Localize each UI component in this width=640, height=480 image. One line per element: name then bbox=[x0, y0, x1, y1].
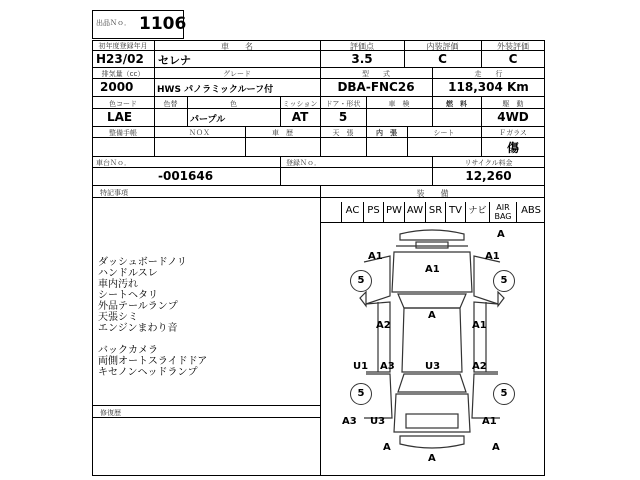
mark-rear-bumper-left: A bbox=[383, 442, 391, 453]
tire-rear-left: 5 bbox=[350, 383, 372, 405]
mark-left-rocker: U1 bbox=[353, 361, 369, 372]
exterior-grade-value: C bbox=[508, 52, 518, 66]
equip-abs: ABS bbox=[516, 202, 545, 222]
first-registration-label: 初年度登録年月 bbox=[98, 42, 148, 50]
mark-rear-bumper-right: A bbox=[492, 442, 500, 453]
note-line: バックカメラ bbox=[98, 345, 158, 356]
mission-value: AT bbox=[291, 110, 309, 124]
tire-front-right: 5 bbox=[493, 270, 515, 292]
tire-rear-right: 5 bbox=[493, 383, 515, 405]
color-change-label: 色替 bbox=[163, 100, 178, 108]
color-value: パープル bbox=[190, 115, 226, 125]
interior-grade-label: 内装評価 bbox=[426, 42, 459, 51]
mark-front-right-fender: A1 bbox=[485, 251, 500, 262]
maintenance-book-label: 整備手帳 bbox=[109, 129, 137, 137]
doors-label: ドア・形状 bbox=[325, 100, 361, 108]
lot-number-label: 出品Ｎｏ． bbox=[96, 19, 131, 27]
lot-number-value: 1106 bbox=[139, 14, 187, 34]
score-value: 3.5 bbox=[351, 52, 373, 66]
fuel-label: 燃 料 bbox=[446, 100, 467, 108]
car-damage-diagram bbox=[320, 222, 545, 476]
equip-pw: PW bbox=[383, 202, 404, 222]
mission-label: ミッション bbox=[282, 100, 318, 108]
drive-label: 駆 動 bbox=[502, 100, 524, 108]
mark-rear-bumper-center: A bbox=[428, 453, 436, 464]
grade-value: HWS パノラミックルーフ付 bbox=[157, 85, 274, 95]
note-line: キセノンヘッドランプ bbox=[98, 367, 198, 378]
nox-label: ＮＯＸ bbox=[189, 129, 210, 137]
mark-front-left-fender: A1 bbox=[368, 251, 383, 262]
equipment-label: 装 備 bbox=[416, 189, 449, 198]
recycle-fee-label: リサイクル料金 bbox=[464, 159, 513, 167]
tire-front-left: 5 bbox=[350, 270, 372, 292]
drive-value: 4WD bbox=[497, 110, 529, 124]
note-line: 車内汚れ bbox=[98, 279, 138, 290]
car-name-label: 車 名 bbox=[221, 42, 253, 51]
mark-right-rear-door: A2 bbox=[472, 361, 487, 372]
mark-left-rear-door: A3 bbox=[380, 361, 395, 372]
mark-left-door: A2 bbox=[376, 320, 391, 331]
equip-sr: SR bbox=[425, 202, 445, 222]
interior-trim-label: 内 張 bbox=[376, 129, 397, 137]
note-line: 天張シミ bbox=[98, 312, 138, 323]
equip-navi: ナビ bbox=[465, 202, 489, 222]
chassis-number-label: 車台Ｎｏ． bbox=[96, 159, 131, 167]
model-value: DBA-FNC26 bbox=[337, 80, 415, 94]
note-line: ダッシュボードノリ bbox=[98, 257, 187, 268]
equip-ps: PS bbox=[363, 202, 383, 222]
recycle-fee-value: 12,260 bbox=[465, 169, 512, 183]
mark-hood: A1 bbox=[425, 264, 440, 275]
equip-airbag bbox=[489, 202, 516, 222]
note-line: シートヘタリ bbox=[98, 290, 158, 301]
front-glass-value: 傷 bbox=[506, 141, 519, 155]
mileage-label: 走 行 bbox=[474, 70, 503, 78]
score-label: 評価点 bbox=[350, 42, 374, 51]
note-line: エンジンまわり音 bbox=[98, 323, 178, 334]
car-name-value: セレナ bbox=[158, 54, 191, 67]
color-code-value: LAE bbox=[107, 110, 133, 124]
equip-tv: TV bbox=[445, 202, 465, 222]
first-registration-value: H23/02 bbox=[96, 52, 144, 66]
equip-ac: AC bbox=[341, 202, 363, 222]
mark-left-rear-quarter: A3 bbox=[342, 416, 357, 427]
chassis-number-value: -001646 bbox=[158, 169, 214, 183]
doors-value: 5 bbox=[338, 110, 348, 124]
front-glass-label: Ｆガラス bbox=[499, 129, 527, 137]
notes-list bbox=[98, 257, 207, 378]
displacement-label: 排気量（cc） bbox=[101, 70, 145, 78]
color-label: 色 bbox=[230, 100, 237, 108]
interior-grade-value: C bbox=[438, 52, 447, 66]
inspection-label: 車 検 bbox=[388, 100, 410, 108]
equip-airbag-label: AIR BAG bbox=[494, 203, 512, 221]
registration-number-label: 登録Ｎｏ． bbox=[286, 159, 321, 167]
repair-history-label: 修復歴 bbox=[100, 409, 121, 417]
displacement-value: 2000 bbox=[100, 80, 134, 94]
mileage-value: 118,304 Km bbox=[448, 80, 529, 94]
note-line: 両側オートスライドドア bbox=[98, 356, 208, 367]
mark-rear-glass: U3 bbox=[425, 361, 441, 372]
mark-right-door: A1 bbox=[472, 320, 487, 331]
model-label: 型 式 bbox=[362, 70, 390, 78]
ceiling-label: 天 張 bbox=[332, 129, 354, 137]
mark-roof: A bbox=[428, 310, 436, 321]
note-line: ハンドルスレ bbox=[98, 268, 158, 279]
note-line: 外品テールランプ bbox=[98, 301, 178, 312]
lot-number-box bbox=[92, 10, 187, 39]
equip-aw: AW bbox=[404, 202, 425, 222]
notes-label: 特記事項 bbox=[100, 189, 128, 197]
mark-right-rear-quarter: A1 bbox=[482, 416, 497, 427]
exterior-grade-label: 外装評価 bbox=[497, 42, 529, 51]
seat-label: シート bbox=[433, 129, 455, 137]
grade-label: グレード bbox=[223, 70, 251, 78]
mark-front-bumper: A bbox=[497, 229, 505, 240]
car-history-label: 車 歴 bbox=[272, 129, 293, 137]
color-code-label: 色コード bbox=[109, 100, 137, 108]
mark-rear-left-corner: U3 bbox=[370, 416, 386, 427]
